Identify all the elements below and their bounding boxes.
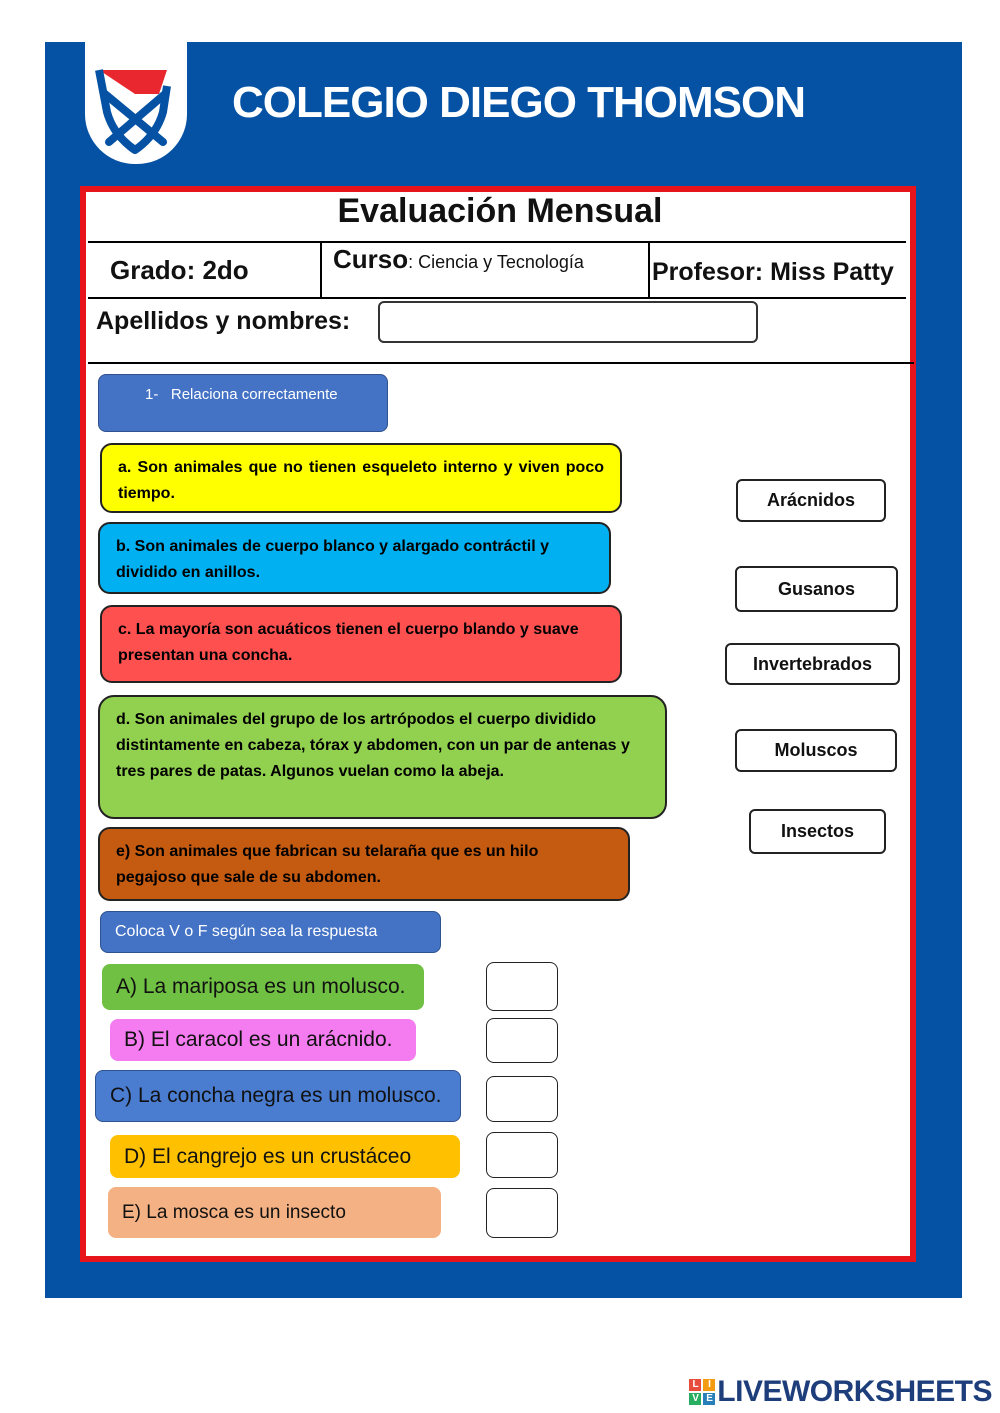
question-a: a. Son animales que no tienen esqueleto interno y viven poco tiempo. [100,443,622,513]
answer-invertebrados[interactable]: Invertebrados [725,643,900,685]
grade-label: Grado [110,255,187,285]
section1-text: Relaciona correctamente [170,386,338,403]
liveworksheets-logo-icon [689,1379,715,1405]
tf-input-d[interactable] [486,1132,558,1178]
brand-text: LIVEWORKSHEETS [717,1375,992,1408]
logo-letter: I [703,1379,715,1391]
school-name: COLEGIO DIEGO THOMSON [232,78,806,127]
section1-number: 1- [145,386,159,403]
name-label: Apellidos y nombres: [96,307,351,335]
table-line [88,297,906,299]
liveworksheets-brand [689,1375,992,1409]
question-e: e) Son animales que fabrican su telaraña que es un hilo pegajoso que sale de su abdomen. [98,827,630,901]
statement-e: E) La mosca es un insecto [108,1187,441,1238]
grade [110,255,249,286]
course [333,244,584,275]
tf-input-b[interactable] [486,1018,558,1063]
course-value: : Ciencia y Tecnología [408,252,584,272]
answer-moluscos[interactable]: Moluscos [735,729,897,772]
table-divider [320,241,322,299]
statement-d: D) El cangrejo es un crustáceo [110,1135,460,1178]
table-divider [648,241,650,299]
tf-input-c[interactable] [486,1076,558,1122]
tf-input-e[interactable] [486,1188,558,1238]
statement-b: B) El caracol es un arácnido. [110,1019,416,1061]
teacher: Profesor: Miss Patty [652,258,894,286]
table-line [88,241,906,243]
logo-letter: V [689,1393,701,1405]
grade-value: : 2do [186,255,249,285]
statement-c: C) La concha negra es un molusco. [95,1070,461,1122]
section1-instruction [98,374,388,432]
statement-a: A) La mariposa es un molusco. [102,964,424,1010]
logo-letter: E [703,1393,715,1405]
section2-instruction: Coloca V o F según sea la respuesta [100,911,441,953]
logo-letter: L [689,1379,701,1391]
table-line [88,362,914,364]
course-label: Curso [333,244,409,274]
school-logo [85,42,187,164]
tf-input-a[interactable] [486,962,558,1011]
shield-icon [85,42,187,164]
answer-gusanos[interactable]: Gusanos [735,566,898,612]
answer-insectos[interactable]: Insectos [749,809,886,854]
exam-title: Evaluación Mensual [337,192,663,230]
question-b: b. Son animales de cuerpo blanco y alargado contráctil y dividido en anillos. [98,522,611,594]
question-c: c. La mayoría son acuáticos tienen el cuerpo blando y suave presentan una concha. [100,605,622,683]
name-input[interactable] [378,301,758,343]
answer-aracnidos[interactable]: Arácnidos [736,479,886,522]
question-d: d. Son animales del grupo de los artrópodos el cuerpo dividido distintamente en cabeza, tórax y abdomen, con un par de antenas y tres pares de patas. Algunos vuelan como la abeja. [98,695,667,819]
